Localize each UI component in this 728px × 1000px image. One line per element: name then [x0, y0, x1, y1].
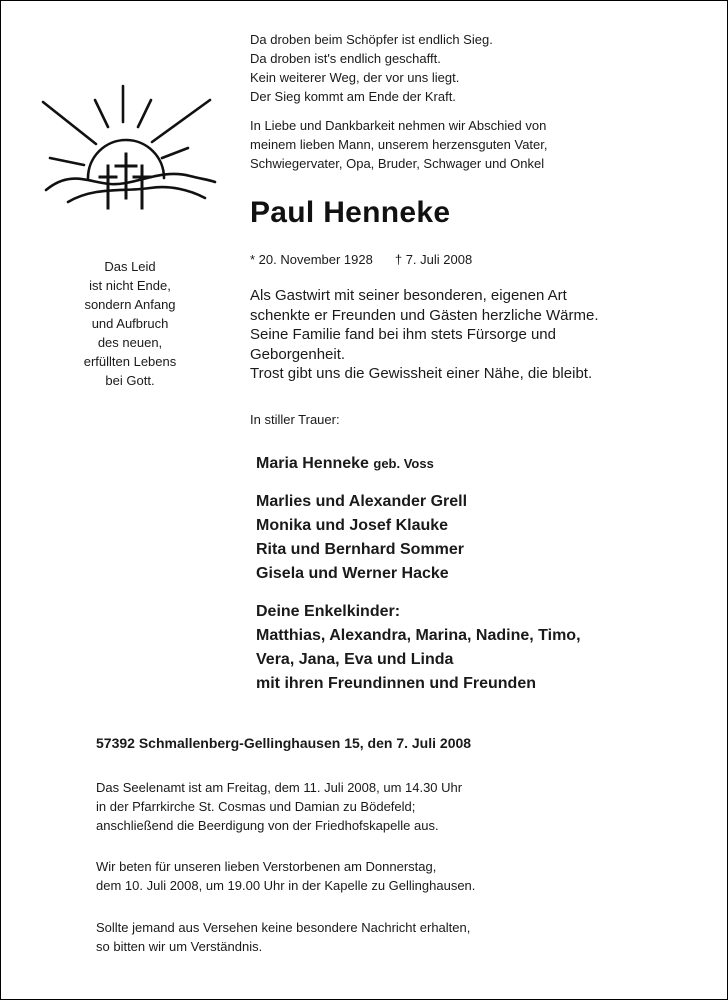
spouse-name: Maria Henneke: [256, 455, 369, 472]
grandchildren-friends: mit ihren Freundinnen und Freunden: [256, 675, 536, 692]
farewell-intro: In Liebe und Dankbarkeit nehmen wir Abschied von meinem lieben Mann, unserem herzensguten Vater, Schwiegervater, Opa, Bruder, Schwager und Onkel: [250, 118, 548, 171]
tribute-text: Als Gastwirt mit seiner besonderen, eigenen Art schenkte er Freunden und Gästen herzliche Wärme. Seine Familie fand bei ihm stets Fürsorge und Geborgenheit. Trost gibt uns die Gewissheit einer Nähe, die bleibt.: [250, 287, 599, 382]
spouse-line: [256, 452, 581, 476]
requiem-notice: Das Seelenamt ist am Freitag, dem 11. Juli 2008, um 14.30 Uhr in der Pfarrkirche St. Cosmas und Damian zu Bödefeld; anschließend die Beerdigung von der Friedhofskapelle aus.: [96, 780, 463, 833]
address-line: 57392 Schmallenberg-Gellinghausen 15, den 7. Juli 2008: [96, 735, 472, 751]
birth-date: * 20. November 1928: [250, 252, 373, 267]
side-quote: Das Leid ist nicht Ende, sondern Anfang und Aufbruch des neuen, erfüllten Lebens bei Gott.: [83, 259, 177, 388]
three-crosses-sunrise-icon: [40, 80, 220, 220]
child-family: Monika und Josef Klauke: [256, 517, 449, 534]
grandchildren-list: [256, 600, 581, 696]
grandchildren-heading: Deine Enkelkinder:: [256, 603, 401, 620]
poem-verse: Da droben beim Schöpfer ist endlich Sieg. Da droben ist's endlich geschafft. Kein weiterer Weg, der vor uns liegt. Der Sieg kommt am Ende der Kraft.: [250, 32, 493, 104]
life-dates: [250, 250, 472, 269]
deceased-name: Paul Henneke: [250, 196, 451, 229]
grandchildren-names: Vera, Jana, Eva und Linda: [256, 651, 454, 668]
child-family: Marlies und Alexander Grell: [256, 493, 468, 510]
death-date: † 7. Juli 2008: [394, 252, 473, 267]
children-list: [256, 490, 581, 586]
spouse-maiden-name: geb. Voss: [373, 456, 434, 471]
apology-notice: Sollte jemand aus Versehen keine besondere Nachricht erhalten, so bitten wir um Verständnis.: [96, 920, 471, 954]
grandchildren-names: Matthias, Alexandra, Marina, Nadine, Timo,: [256, 627, 581, 644]
prayer-notice: Wir beten für unseren lieben Verstorbenen am Donnerstag, dem 10. Juli 2008, um 19.00 Uhr in der Kapelle zu Gellinghausen.: [96, 859, 476, 893]
in-mourning-label: In stiller Trauer:: [250, 412, 340, 427]
child-family: Gisela und Werner Hacke: [256, 565, 449, 582]
child-family: Rita und Bernhard Sommer: [256, 541, 465, 558]
mourners-list: [256, 452, 581, 696]
